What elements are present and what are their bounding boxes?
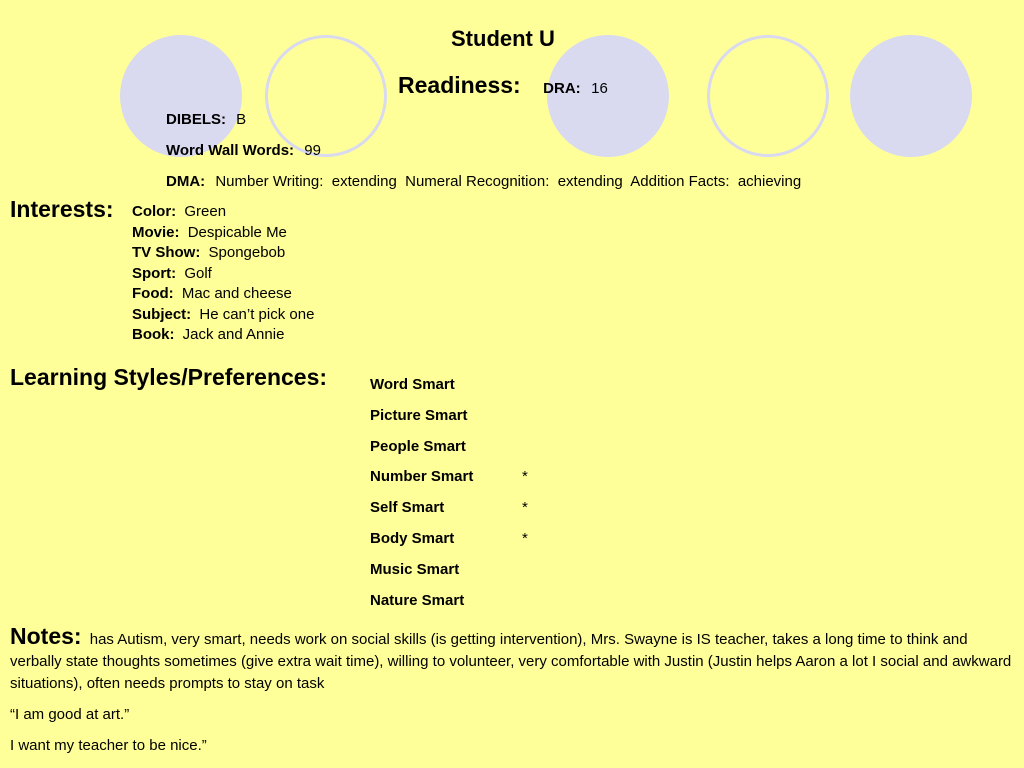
learning-style-item: [370, 586, 528, 617]
learning-style-label: Body Smart: [370, 529, 455, 547]
learning-style-mark: *: [522, 468, 528, 486]
interests-list: [132, 202, 314, 346]
learning-style-label: People Smart: [370, 437, 466, 455]
learning-style-label: Word Smart: [370, 376, 455, 393]
interest-item-food: [132, 284, 314, 305]
interest-value: Spongebob: [208, 244, 286, 261]
learning-style-item: [370, 401, 528, 432]
page-title: Student U: [451, 26, 555, 51]
dibels-label: DIBELS:: [166, 111, 226, 128]
interest-item-tv-show: [132, 243, 314, 264]
decorative-circle-1: [120, 35, 242, 157]
readiness-row: [398, 72, 608, 99]
interest-label: TV Show:: [132, 244, 201, 261]
interests-heading: Interests:: [10, 196, 114, 222]
interest-value: Mac and cheese: [181, 285, 292, 302]
interest-value: Despicable Me: [187, 223, 287, 241]
learning-style-item: [370, 432, 528, 463]
dma-row: [166, 173, 801, 190]
notes-text: has Autism, very smart, needs work on social skills (is getting intervention), Mrs. Swayne is IS teacher, takes a long time to think and verbally state thoughts sometimes (give extra wait time), willing to volunteer, very comfortable with Justin (Justin helps Aaron a lot I social and awkward situations), often needs prompts to stay on task: [10, 631, 1012, 692]
dra-label: DRA:: [543, 80, 581, 97]
learning-style-item: [370, 370, 528, 401]
interest-value: He can’t pick one: [199, 305, 315, 323]
learning-styles-heading: Learning Styles/Preferences:: [10, 364, 328, 390]
interest-item-movie: [132, 223, 314, 244]
learning-styles-list: [370, 370, 528, 616]
interest-value: Green: [184, 203, 227, 220]
readiness-label: Readiness:: [398, 72, 521, 98]
interest-item-sport: [132, 264, 314, 285]
interest-label: Book:: [132, 326, 175, 343]
interest-item-book: [132, 325, 314, 346]
interest-item-subject: [132, 305, 314, 326]
quote-art: “I am good at art.”: [10, 706, 130, 723]
dibels-value: B: [236, 111, 247, 128]
learning-style-label: Nature Smart: [370, 591, 465, 609]
decorative-circle-5: [850, 35, 972, 157]
dma-value: Number Writing: extending Numeral Recognition: extending Addition Facts: achieving: [215, 173, 802, 190]
wordwall-value: 99: [304, 142, 321, 159]
decorative-circle-2: [265, 35, 387, 157]
learning-style-label: Self Smart: [370, 499, 445, 517]
interest-label: Movie:: [132, 223, 180, 241]
interest-item-color: [132, 202, 314, 223]
dibels-row: [166, 111, 246, 128]
learning-style-item: [370, 524, 528, 555]
learning-style-item: [370, 493, 528, 524]
notes-block: [10, 625, 1018, 695]
interest-label: Color:: [132, 203, 177, 220]
learning-style-label: Number Smart: [370, 468, 474, 486]
dma-label: DMA:: [166, 173, 206, 190]
learning-style-mark: *: [522, 529, 528, 547]
learning-style-mark: *: [522, 499, 528, 517]
interest-value: Golf: [184, 264, 212, 282]
learning-style-item: [370, 462, 528, 493]
learning-style-label: Picture Smart: [370, 406, 468, 424]
dra-value: 16: [591, 80, 608, 97]
interest-label: Subject:: [132, 305, 192, 323]
learning-style-item: [370, 555, 528, 586]
interest-value: Jack and Annie: [182, 326, 285, 343]
notes-heading: Notes:: [10, 623, 82, 649]
interest-label: Food:: [132, 285, 174, 302]
wordwall-label: Word Wall Words:: [166, 142, 295, 159]
wordwall-row: [166, 142, 321, 159]
quote-teacher: I want my teacher to be nice.”: [10, 737, 207, 754]
learning-style-label: Music Smart: [370, 560, 460, 578]
interest-label: Sport:: [132, 264, 177, 282]
decorative-circle-4: [707, 35, 829, 157]
